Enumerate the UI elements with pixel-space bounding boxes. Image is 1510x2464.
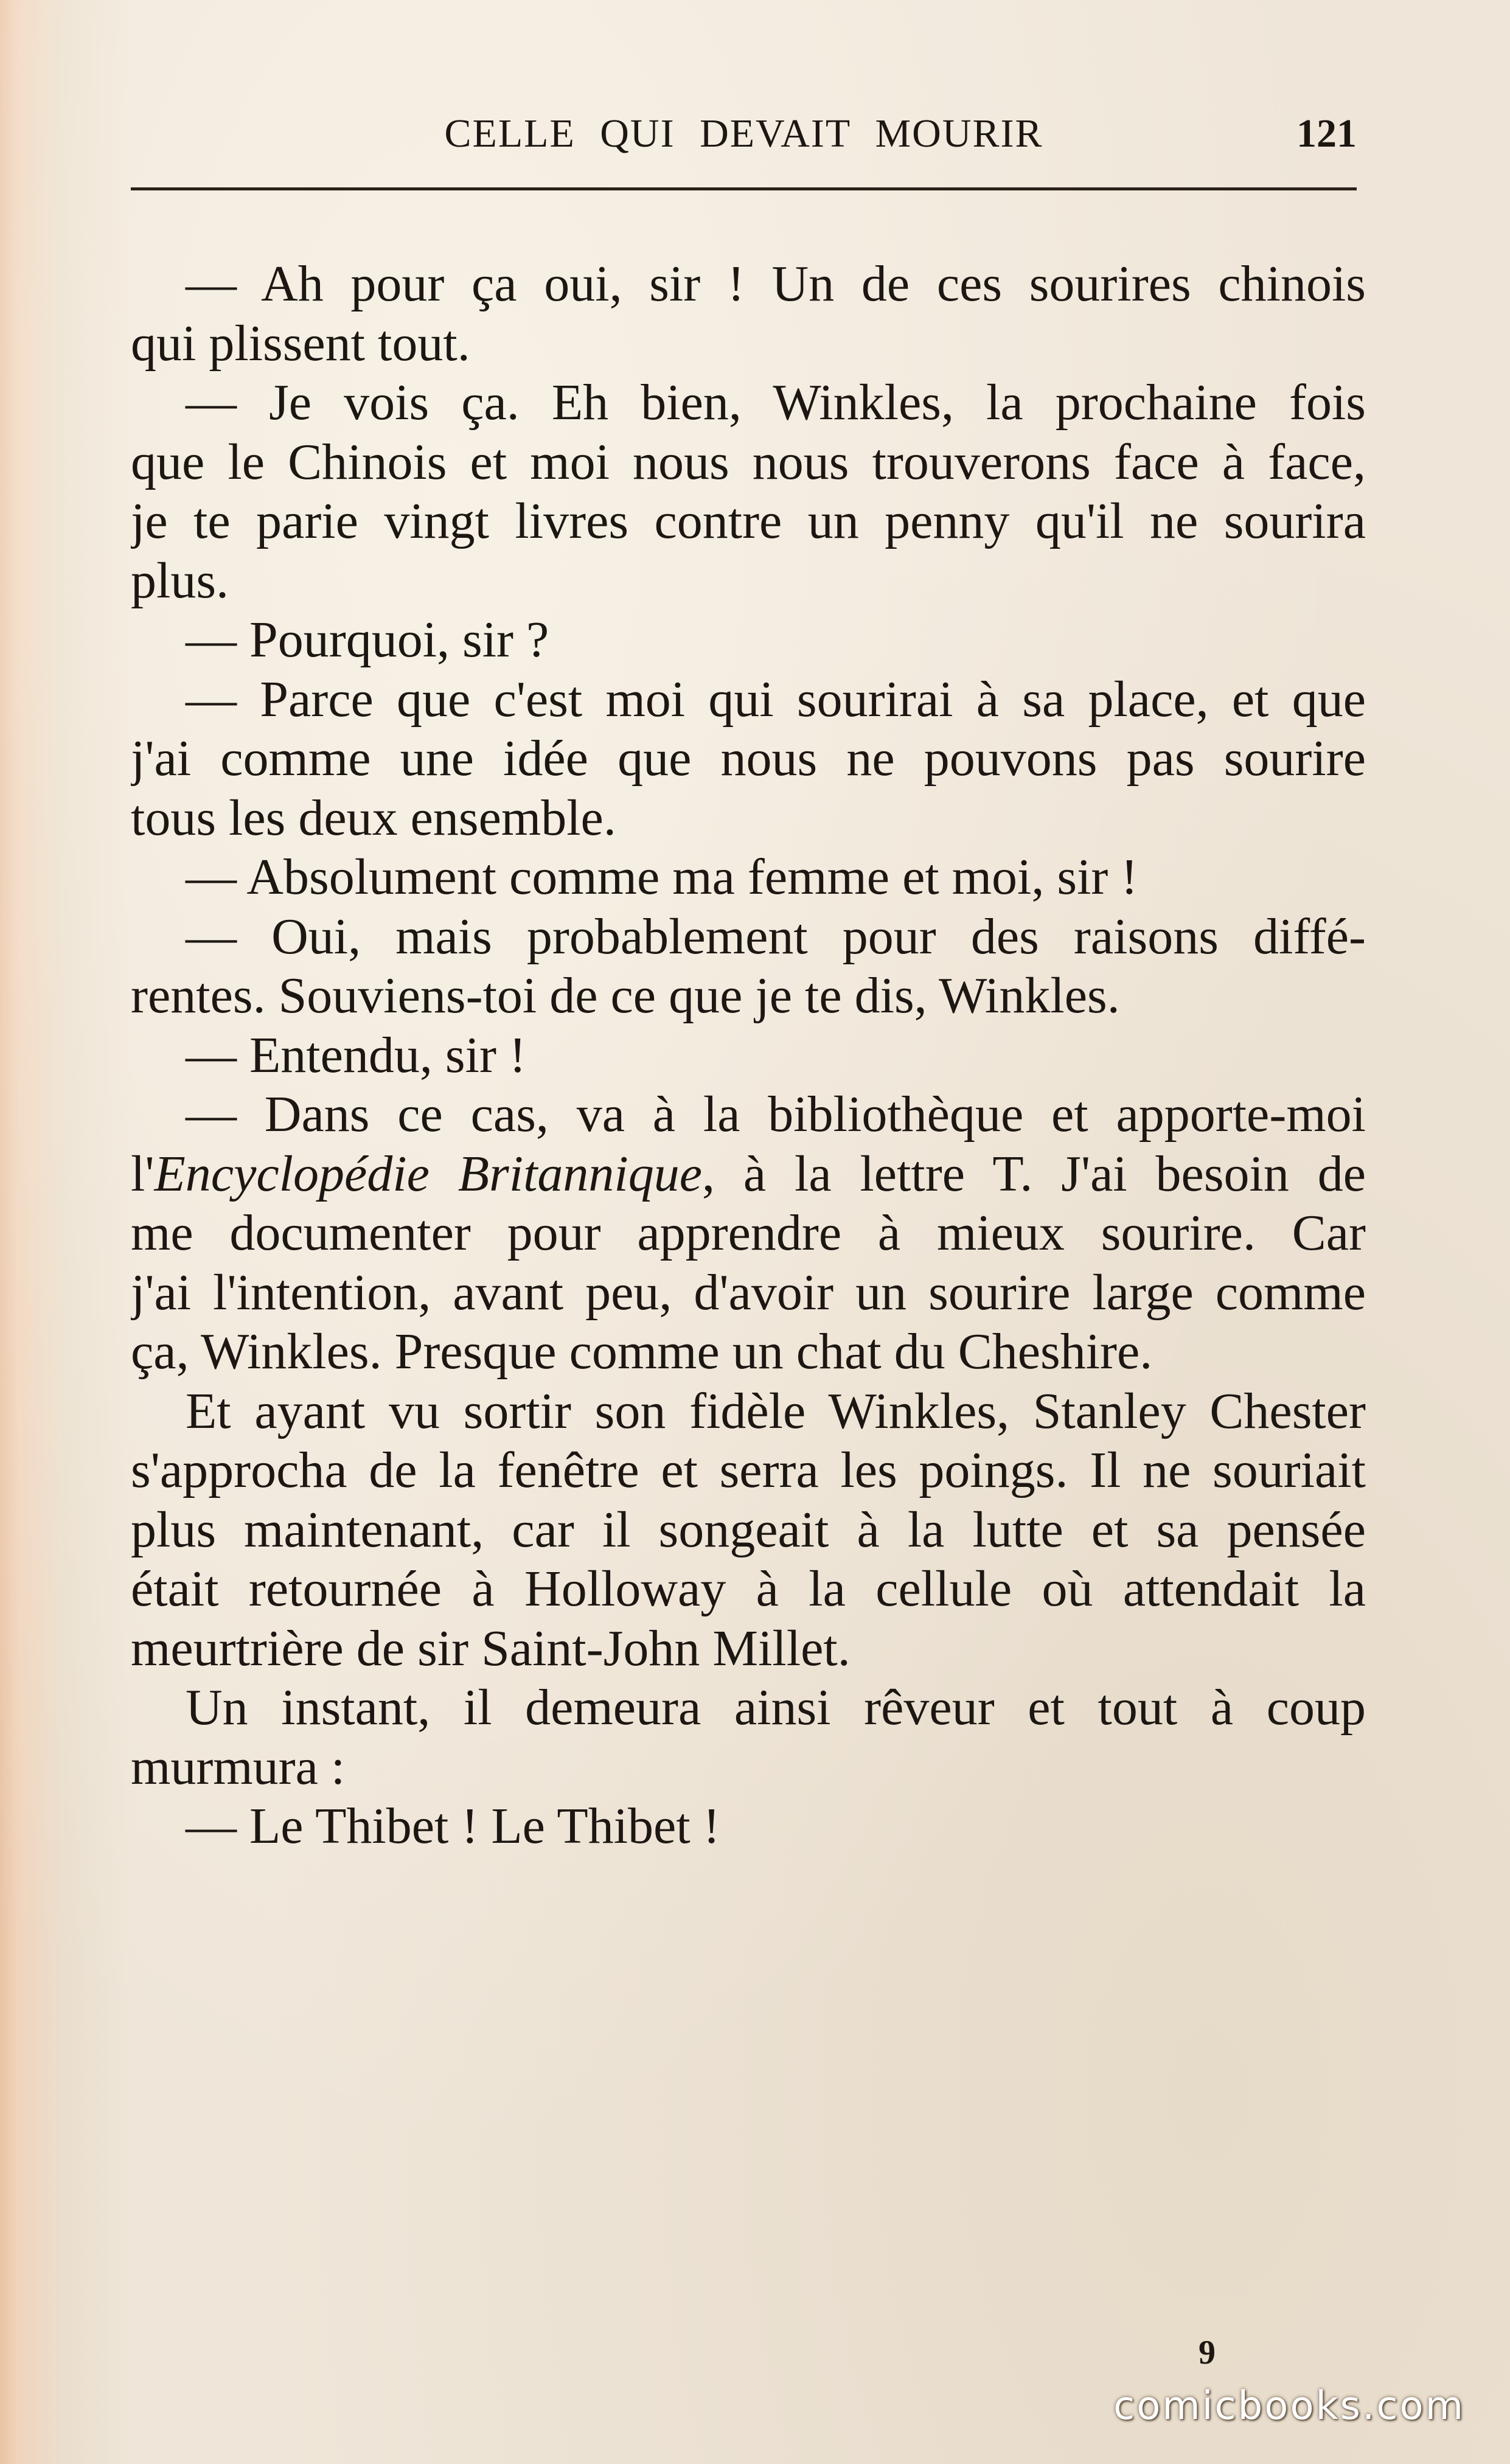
text-line: — Entendu, sir ! — [186, 1026, 526, 1084]
text-line: — Pourquoi, sir ? — [186, 611, 549, 668]
text-line: j'ai comme une idée que nous ne pouvons pas sourire — [131, 730, 1366, 787]
page-number: 121 — [1296, 111, 1357, 156]
text-line: l'Encyclopédie Britannique, à la lettre T. J'ai besoin de — [131, 1145, 1366, 1202]
watermark: comicbooks.com — [1113, 2384, 1466, 2429]
text-line: me documenter pour apprendre à mieux sourire. Car — [131, 1205, 1366, 1261]
text-line: Et ayant vu sortir son fidèle Winkles, Stanley Chester — [186, 1382, 1366, 1439]
text-line: — Le Thibet ! Le Thibet ! — [186, 1798, 720, 1854]
text-line: — Absolument comme ma femme et moi, sir ! — [186, 849, 1138, 905]
text-line: murmura : — [131, 1738, 346, 1795]
text-line: — Parce que c'est moi qui sourirai à sa place, et que — [186, 670, 1366, 728]
text-line: plus. — [131, 552, 229, 609]
header-rule — [131, 187, 1357, 190]
text-line: Un instant, il demeura ainsi rêveur et tout à coup — [186, 1679, 1366, 1736]
text-line: s'approcha de la fenêtre et serra les poings. Il ne souriait — [131, 1442, 1366, 1498]
text-line: plus maintenant, car il songeait à la lutte et sa pensée — [131, 1501, 1366, 1558]
running-title: CELLE QUI DEVAIT MOURIR — [444, 111, 1043, 156]
book-title-italic: Encyclopédie Britannique — [154, 1145, 703, 1202]
text-line: je te parie vingt livres contre un penny qu'il ne sourira — [131, 493, 1366, 549]
running-head — [131, 103, 1357, 170]
signature-mark: 9 — [1199, 2334, 1216, 2372]
text-line: — Oui, mais probablement pour des raisons diffé- — [186, 908, 1366, 965]
text-line: était retournée à Holloway à la cellule où attendait la — [131, 1561, 1366, 1617]
text-line: tous les deux ensemble. — [131, 789, 616, 846]
text-line: — Je vois ça. Eh bien, Winkles, la prochaine fois — [186, 374, 1366, 431]
text-line: qui plissent tout. — [131, 315, 470, 372]
text-line: — Dans ce cas, va à la bibliothèque et apporte-moi — [186, 1086, 1366, 1143]
text-line: — Ah pour ça oui, sir ! Un de ces sourires chinois — [186, 256, 1366, 312]
text-line: meurtrière de sir Saint-John Millet. — [131, 1620, 851, 1677]
text-line: que le Chinois et moi nous nous trouverons face à face, — [131, 433, 1366, 490]
body-text — [131, 254, 1366, 1856]
text-line: rentes. Souviens-toi de ce que je te dis, Winkles. — [131, 967, 1120, 1024]
text-line: ça, Winkles. Presque comme un chat du Cheshire. — [131, 1323, 1153, 1380]
text-line: j'ai l'intention, avant peu, d'avoir un sourire large comme — [131, 1264, 1366, 1321]
